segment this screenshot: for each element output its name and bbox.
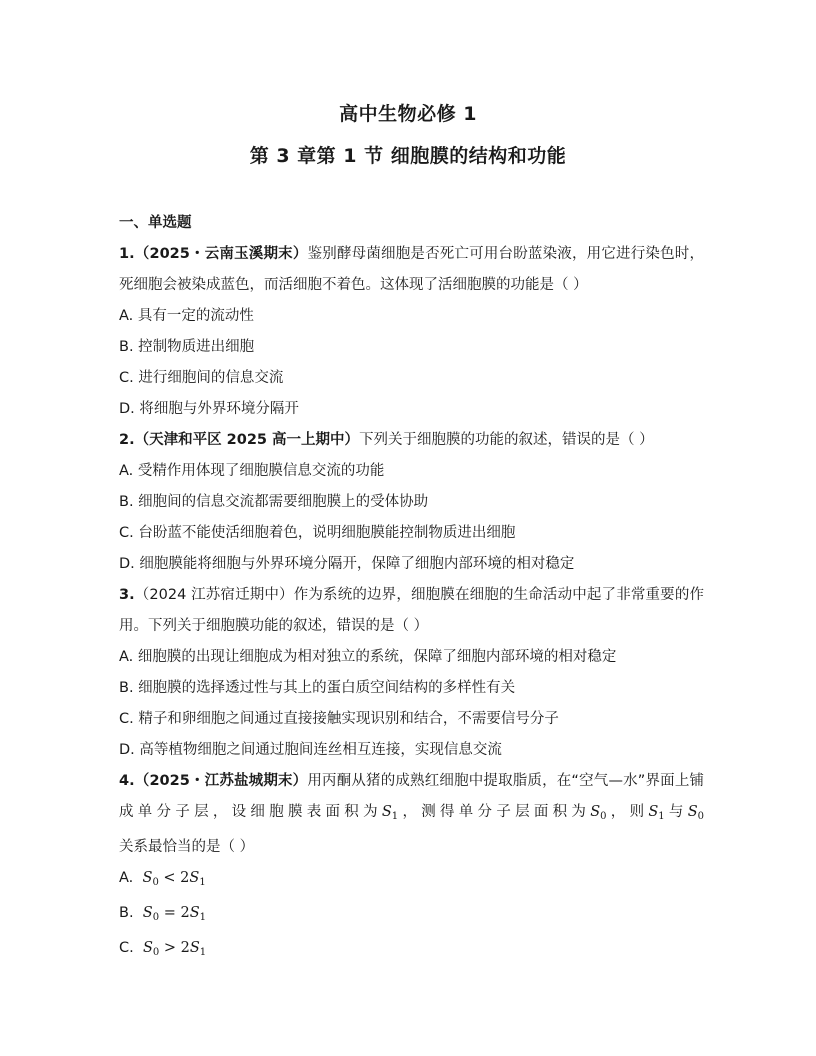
question-2-option-d: D. 细胞膜能将细胞与外界环境分隔开，保障了细胞内部环境的相对稳定 <box>119 556 575 572</box>
question-text: 作为系统的边界，细胞膜在细胞的生命活动中起了非常重要的作用。下列关于细胞膜功能的叙述，错误的是（ ） <box>119 587 705 634</box>
question-2-option-b: B. 细胞间的信息交流都需要细胞膜上的受体协助 <box>119 494 429 510</box>
question-3-option-c: C. 精子和卵细胞之间通过直接接触实现识别和结合，不需要信号分子 <box>119 711 559 727</box>
question-text-part4: 与 <box>664 804 688 820</box>
math-s1: $S_1$ <box>381 804 399 822</box>
question-1-option-b: B. 控制物质进出细胞 <box>119 339 255 355</box>
question-text-part5: 关系最恰当的是（ ） <box>119 839 255 855</box>
question-1-stem <box>119 239 704 301</box>
question-1-option-d: D. 将细胞与外界环境分隔开 <box>119 401 299 417</box>
question-list <box>119 208 704 968</box>
question-source: （2025・云南玉溪期末） <box>134 246 308 262</box>
question-text-part2: ，测得单分子层面积为 <box>398 804 591 820</box>
question-1-option-a: A. 具有一定的流动性 <box>119 308 254 324</box>
math-s0: $S_0$ <box>687 804 705 822</box>
question-number: 2. <box>119 432 135 448</box>
question-source: （天津和平区 2025 高一上期中） <box>134 432 360 448</box>
question-text: 下列关于细胞膜的功能的叙述，错误的是（ ） <box>359 432 654 448</box>
question-text-part3: ，则 <box>606 804 649 820</box>
question-number: 4. <box>119 773 135 789</box>
question-3-option-a: A. 细胞膜的出现让细胞成为相对独立的系统，保障了细胞内部环境的相对稳定 <box>119 649 617 665</box>
question-3-option-b: B. 细胞膜的选择透过性与其上的蛋白质空间结构的多样性有关 <box>119 680 516 696</box>
question-1-option-c: C. 进行细胞间的信息交流 <box>119 370 284 386</box>
section-heading: 一、单选题 <box>119 215 192 231</box>
question-number: 3. <box>119 587 135 603</box>
question-text: 鉴别酵母菌细胞是否死亡可用台盼蓝染液，用它进行染色时，死细胞会被染成蓝色，而活细胞不着色。这体现了活细胞膜的功能是（ ） <box>119 246 705 293</box>
question-4-option-a: A. $S_0 < 2S_1$ <box>119 870 206 888</box>
question-4-option-c: C. $S_0 > 2S_1$ <box>119 940 207 958</box>
question-3-option-d: D. 高等植物细胞之间通过胞间连丝相互连接，实现信息交流 <box>119 742 502 758</box>
chapter-title: 第 3 章第 1 节 细胞膜的结构和功能 <box>249 145 567 167</box>
question-source: （2024 江苏宿迁期中） <box>134 587 294 603</box>
document-title: 高中生物必修 1 <box>339 103 477 125</box>
math-s0: $S_0$ <box>590 804 607 822</box>
question-2-stem <box>119 425 704 456</box>
question-4-stem <box>119 766 704 863</box>
question-4-option-b: B. $S_0 = 2S_1$ <box>119 905 206 923</box>
question-2-option-a: A. 受精作用体现了细胞膜信息交流的功能 <box>119 463 385 479</box>
math-s1: $S_1$ <box>648 804 665 822</box>
question-3-stem <box>119 580 704 642</box>
question-2-option-c: C. 台盼蓝不能使活细胞着色，说明细胞膜能控制物质进出细胞 <box>119 525 516 541</box>
question-number: 1. <box>119 246 135 262</box>
question-source: （2025・江苏盐城期末） <box>134 773 308 789</box>
question-text-part1: 用丙酮从猪的成熟红细胞中提取脂质，在“空气—水”界面上铺成单分子层，设细胞膜表面积为 <box>119 773 704 820</box>
